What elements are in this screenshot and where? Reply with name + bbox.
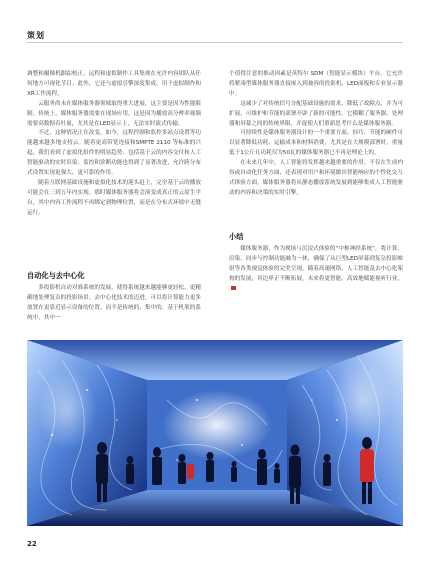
section-label: 策划 [27, 31, 45, 40]
right-column-text [229, 70, 403, 199]
paragraph: 云服务尚未在媒体服务器领域取得重大进展，这主要是因为性能限制。传统上，媒体服务器需要在现场应用，这是因为播放高分辨率视频需要高数据吞吐量，尤其是在LED显示上，无法实时流式传输。 [27, 100, 201, 127]
page-number: 22 [27, 540, 37, 548]
paragraph: 可持续性是媒体服务器设计的一个重要方面。轻巧、节能的硬件可以显著降低功耗、运输成本和材料消费，尤其是在大规模部署时。重量低于1公斤且功耗仅为50瓦的媒体服务器已不再是理论上的。 [229, 130, 403, 157]
paragraph: 调整和摄像机跟踪校正。远程和虚拟制作工具集现在允许内容团队从任何地方可视化节目。此外，它还与虚拟引擎深度集成，用于虚拟制作和XR工作流程。 [27, 71, 201, 97]
end-mark-icon [231, 286, 236, 290]
paragraph [229, 245, 403, 295]
paragraph: 在未来几年中，人工智能将发挥越来越重要的作用。不仅在生成内容或自动化任务方面，还表现对用户和环境做出智能响应的个性化交互式体验方面。媒体服务器将从静态播放系统发展到能够集成人工智能驱动的内容和决策的实时引擎。 [229, 160, 403, 196]
paragraph: 个值得注意的推动因素是英特尔 SDM（智能显示模块）平台。它允许将紧凑型媒体服务器直接嵌入到兼容的投影机、LED面板和专业显示器中。 [229, 71, 403, 97]
left-section-text [27, 284, 201, 324]
header-rule [27, 42, 403, 43]
section-heading-summary: 小结 [229, 232, 244, 241]
section-heading-decentralization: 自动化与去中心化 [27, 271, 85, 280]
paragraph: 这减少了对传统信号分配基础设施的需求，降低了故障点，并为可扩展、可维护和节能的部署开辟了新的可能性。它模糊了服务器、处理器和屏幕之间的传统界限，并促使人们重新思考什么是媒体服务器。 [229, 100, 403, 127]
immersive-exhibition-photo [27, 340, 403, 526]
right-section-text [229, 245, 403, 295]
paragraph: 多投影机自动对准系统的发展，使得系统越来越能够更轻松、更精确地处理复杂的投影场景。去中心化技术的迈进，可以将计算能力更多放置在更靠近显示设备的位置，而不是传统的、集中的、基于机架的系统中。其中一 [27, 285, 201, 321]
paragraph: 不过，这种情况正在改变。如今，远程控制和监控多站点设置等功能越来越多地支持云。随着更高带宽连接和SMPTE 2110 等标准的兴起，我们看到了虚拟化组件的明显趋势，包括基于云的内容交付和人工智能驱动的实时渲染。监控和诊断功能也得到了显著改进，允许跨分布式设置实现更强大、更可靠的作用。 [27, 130, 201, 177]
left-column-text [27, 70, 201, 219]
paragraph: 随着互联网基础设施和虚拟化技术的迎头赶上，完全基于云的播放可能会在三到五年内实现。那时媒体服务器将会演变成真正的云原生平台，其中内容工作流程不再绑定到物理位置，而是在分布式环境中无缝运行。 [27, 179, 201, 216]
summary-text: 媒体服务器，作为现场与沉浸式体验的“中枢神经系统”，将计算、渲染、同步与控制功能融为一体，确保了从巨型LED屏幕到复杂投影映射等各类视觉体验的完美呈现。随着高速网络、人工智能及去中心化架构的发展，其边界正不断拓展，未来将更智能、高效地赋能视听行业。 [229, 246, 403, 282]
